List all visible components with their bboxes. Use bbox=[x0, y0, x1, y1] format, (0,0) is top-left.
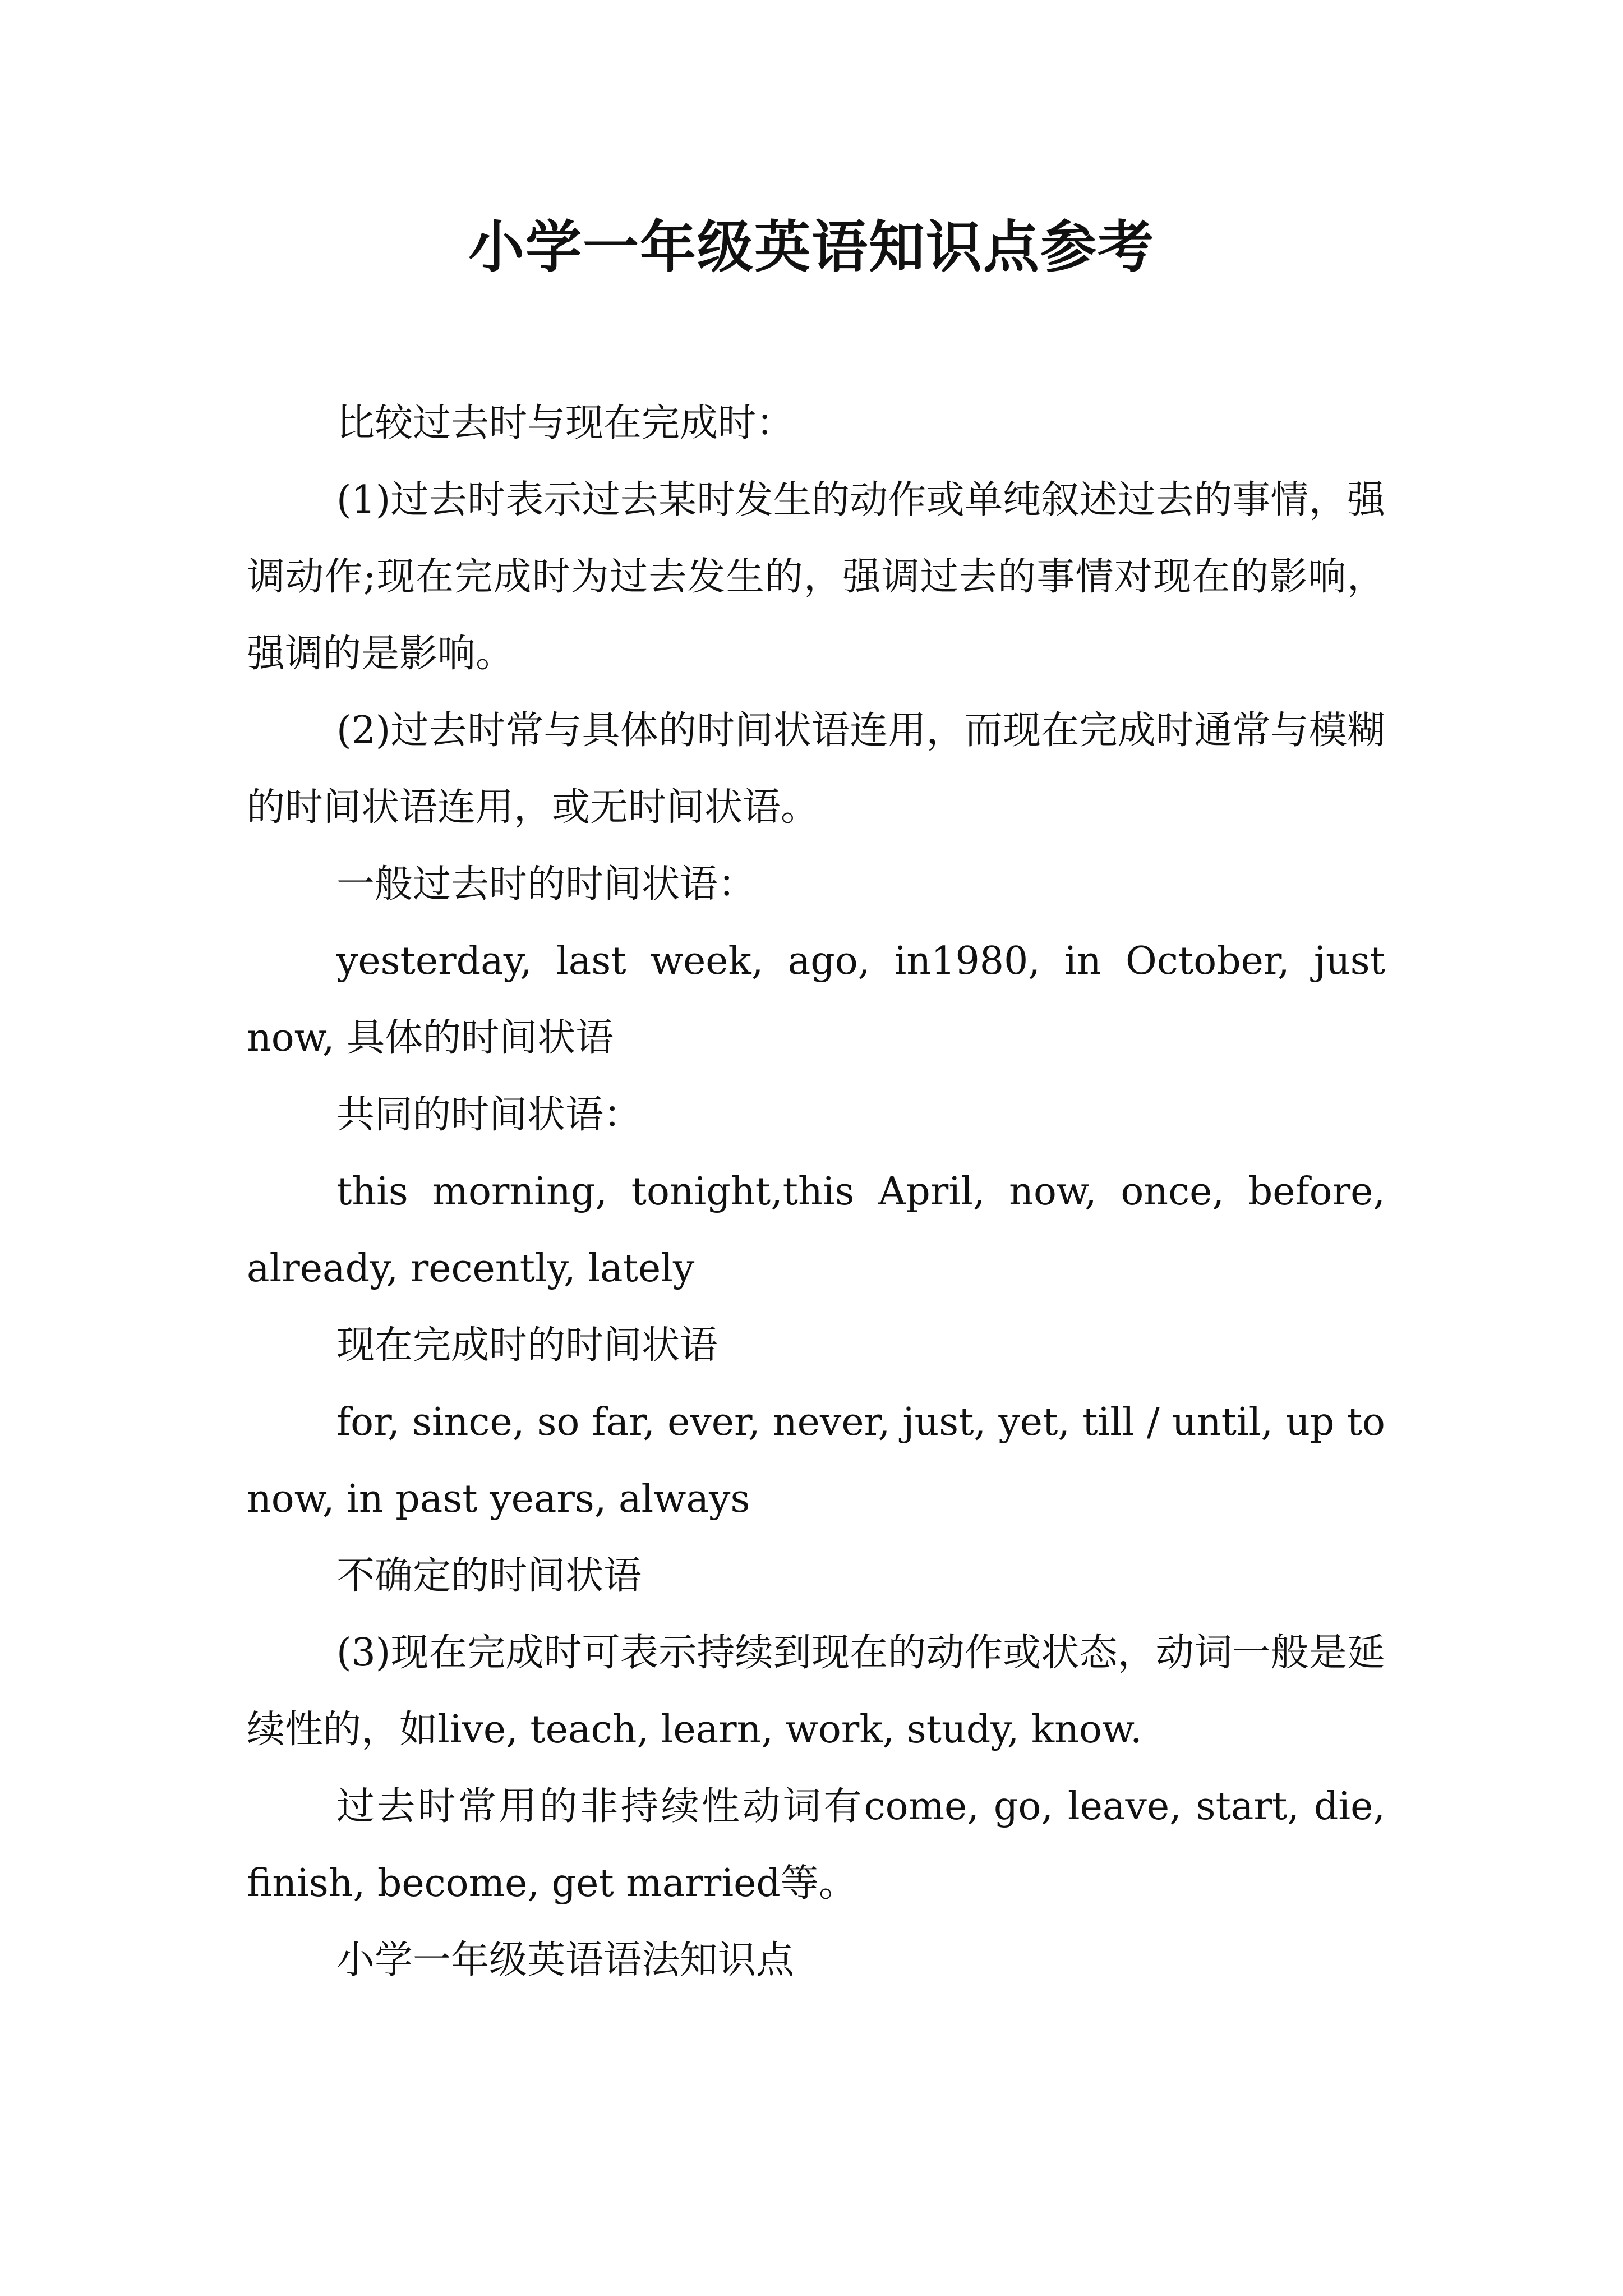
paragraph-point-1: (1)过去时表示过去某时发生的动作或单纯叙述过去的事情，强调动作;现在完成时为过去发生的，强调过去的事情对现在的影响，强调的是影响。 bbox=[247, 478, 1385, 676]
paragraph-common-adverbials: this morning, tonight,this April, now, once, before, already, recently, lately bbox=[247, 1170, 1385, 1291]
paragraph-past-tense-adverbials: yesterday, last week, ago, in1980, in October, just now, 具体的时间状语 bbox=[247, 939, 1385, 1060]
paragraph-non-continuous-verbs: 过去时常用的非持续性动词有come, go, leave, start, die, finish, become, get married等。 bbox=[247, 1784, 1385, 1906]
paragraph-uncertain-adverbials-heading: 不确定的时间状语 bbox=[336, 1554, 642, 1598]
document-body bbox=[247, 385, 1385, 1999]
paragraph-comparison-heading: 比较过去时与现在完成时： bbox=[336, 401, 795, 445]
paragraph-grammar-heading: 小学一年级英语语法知识点 bbox=[336, 1938, 795, 1982]
paragraph-common-adverbials-heading: 共同的时间状语： bbox=[336, 1093, 642, 1137]
paragraph-present-perfect-adverbials-heading: 现在完成时的时间状语 bbox=[336, 1323, 718, 1368]
paragraph-point-3: (3)现在完成时可表示持续到现在的动作或状态，动词一般是延续性的，如live, teach, learn, work, study, know. bbox=[247, 1631, 1385, 1752]
paragraph-point-2: (2)过去时常与具体的时间状语连用，而现在完成时通常与模糊的时间状语连用，或无时间状语。 bbox=[247, 708, 1385, 830]
paragraph-present-perfect-adverbials: for, since, so far, ever, never, just, yet, till / until, up to now, in past years, always bbox=[247, 1400, 1385, 1521]
document-title: 小学一年级英语知识点参考 bbox=[468, 214, 1155, 280]
paragraph-past-tense-adverbials-heading: 一般过去时的时间状语： bbox=[336, 862, 757, 907]
